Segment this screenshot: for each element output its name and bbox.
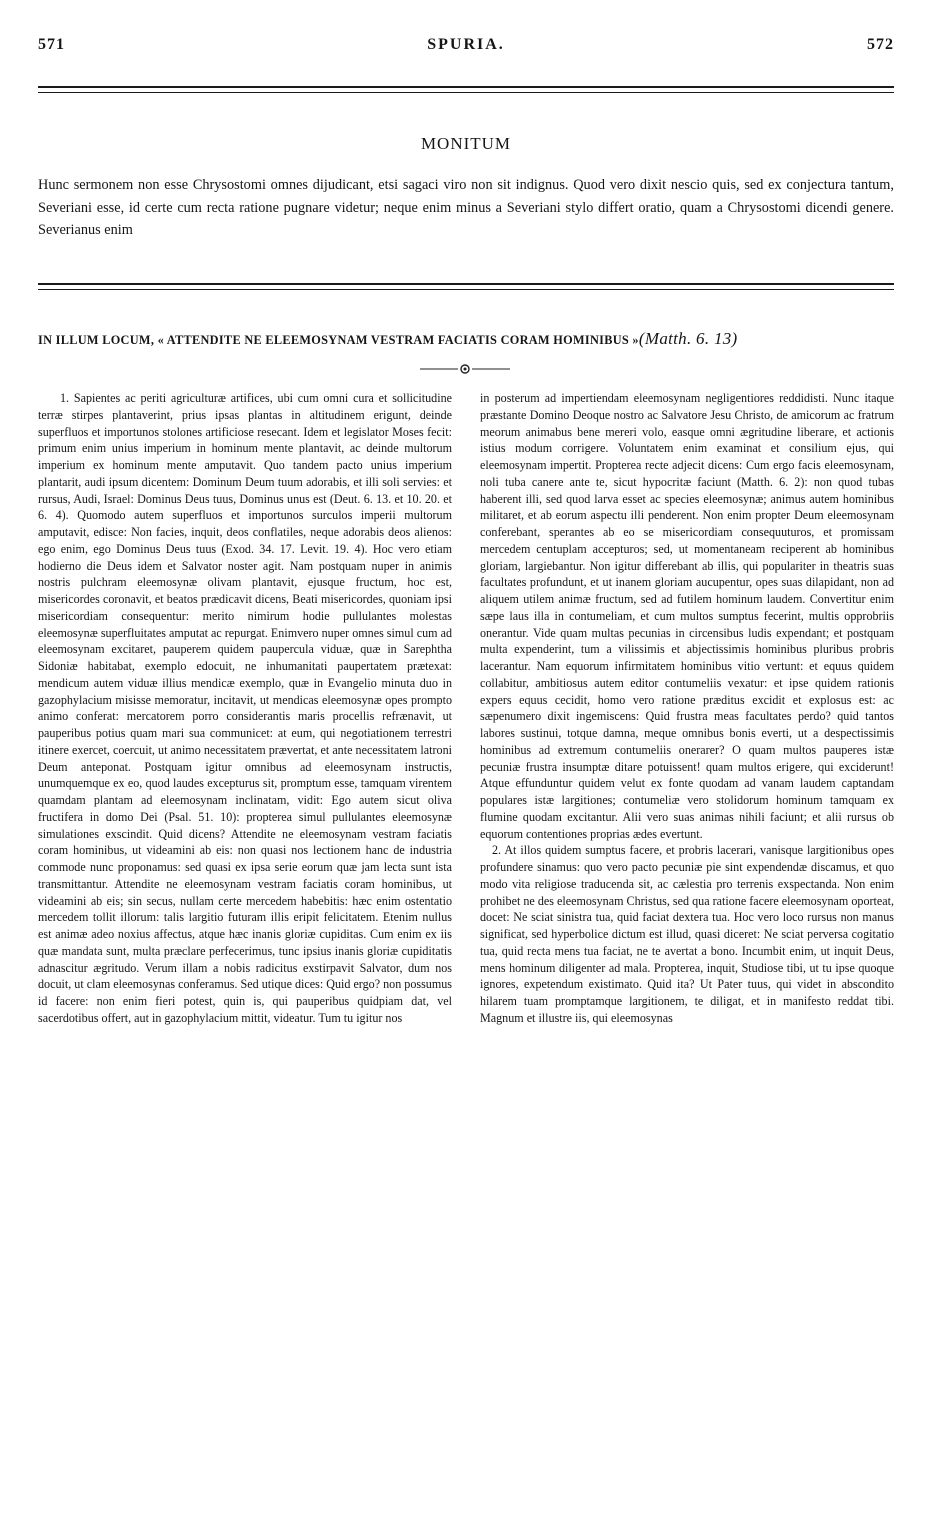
- ornament-divider-icon: [420, 362, 510, 376]
- sermon-title-text: IN ILLUM LOCUM, « ATTENDITE NE ELEEMOSYNAM VESTRAM FACIATIS CORAM HOMINIBUS »: [38, 333, 639, 347]
- monitum-text: Hunc sermonem non esse Chrysostomi omnes dijudicant, etsi sagaci viro non sit indignus. Quod vero dixit nescio quis, sed ex conjectura tantum, Severiani esse, id certe cum recta ratione pugnare videtur; neque enim minus a Severiani stylo differt oratio, quam a Chrysostomi dicendi genere. Severianus enim: [38, 177, 894, 238]
- paragraph: 2. At illos quidem sumptus facere, et probris lacerari, vanisque largitionibus opes profundere sinamus: quo vero pacto pecuniæ pie sint expendendæ discamus, et quo modo vita religiose traducenda sit, ac cælestia pro terrenis exspectanda. Non enim prohibet ne des eleemosynam Christus, sed qua ratione facere eleemosynam oporteat, docet: Ne sciat sinistra tua, quid faciat dextera tua. Hoc vero loco rursus non manus significat, sed hyperbolice dictum est illud, quasi diceret: Ne sciat perversa cogitatio tua, quid recta mens tua faciat, ne te avertat a bono. Incumbit enim, ut inquit Deus, mens hominum diligenter ad mala. Propterea, inquit, Studiose tibi, ut tu ipse quoque ignores, expetendum existimato. Quid ita? Ut Pater tuus, qui videt in abscondito hilarem tuam promptamque largitionem, te diligat, et in manifesto reddat tibi. Magnum et illustre iis, qui eleemosynas: [480, 843, 894, 1025]
- text-column-left: [38, 390, 452, 1027]
- sermon-title: [38, 329, 894, 349]
- sermon-reference: (Matth. 6. 13): [638, 329, 738, 348]
- monitum-title: MONITUM: [420, 134, 512, 153]
- header-rule-bottom: [38, 92, 894, 93]
- text-column-right: [480, 390, 894, 1027]
- section-rule-top: [38, 283, 894, 285]
- section-rule-bottom: [38, 289, 894, 290]
- paragraph: 1. Sapientes ac periti agriculturæ artifices, ubi cum omni cura et sollicitudine terræ stirpes plantaverint, prius ipsas plantas in altitudinem erigunt, deinde superfluos et importunos stolones artificiose resecant. Idem et legislator Moses fecit: primum enim unius imperium in hominum mente plantavit, ac deinde multorum imperium ex hominum mente amputavit. Quo tandem pacto unius imperium plantarit, audi ipsum dicentem: Dominum Deum tuum adorabis, et illi soli servies: et rursus, Audi, Israel: Dominus Deus tuus, Dominus unus est (Deut. 6. 13. et 10. 20. et 6. 4). Quomodo autem superfluos et importunos surculos imperii multorum amputavit, edisce: Non facies, inquit, deos conflatiles, neque adorabis deos alienos: ego enim, ego Dominus Deus tuus (Exod. 34. 17. Levit. 19. 4). Hoc vero etiam hodierno die Deus idem et Salvator noster agit. Nam postquam nuper in animis nostris pulchram eleemosynæ olivam plantavit, ejusque fructum, hoc est, misericordes coronavit, et beatos prædicavit dicens, Beati misericordes, quoniam ipsi misericordiam consequentur: merito nimirum hodie pullulantes molestas eleemosynæ superfluitates amputat ac repurgat. Enimvero nuper omnes simul cum ad eleemosynam excitaret, pauperem quidem paupercula viduæ, quæ in Sarephtha Sidoniæ habitabat, exemplo edocuit, ne inhumanitati paupertatem prætexat: mendicum autem viduæ illius mendicæ exemplo, quæ in Evangelio minuta duo in gazophylacium misisse memoratur, incitavit, ut mendicas eleemosynæ opes prompto animo conferat: mercatorem porro considerantis maris procellis refrænavit, ut pauperibus potius quam mari sua communicet: at eum, qui negotiationem terrestri itinere exercet, coercuit, ut animo necessitatem prævertat, et ante necessitatem latroni Deum anteponat. Postquam igitur omnibus ad eleemosynam instructis, unumquemque ex eo, quod laudes excepturus sit, promptum esse, tamquam virentem quamdam plantam ad eleemosynam inclinatam, vidit: Ego autem sicut oliva fructifera in domo Dei (Psal. 51. 10): propterea simul pullulantes eleemosynæ simulationes exscindit. Quid dicens? Attendite ne eleemosynam vestram faciatis coram hominibus, ut videamini ab eis: non quasi nos lectionem hanc de industria commode nunc proponamus: sed quasi ex ipsa serie eorum quæ jam lecta sunt ista transmittantur. Attendite ne eleemosynam vestram faciatis coram hominibus, ut videamini ab eis; sin secus, nullam certe mercedem habebitis: hæc enim ostentatio mercedem tollit illorum: talis largitio futuram illis eripit felicitatem. Etenim nullus est animæ adeo noxius affectus, atque hæc inanis gloriæ cupiditas. Cum enim ex iis quæ mandata sunt, multa præclare perfecerimus, tunc ipsius inanis gloriæ cupiditatis adnascitur ægritudo. Verum illam a nobis radicitus exstirpavit Salvator, dum nos docuit, ut clam eleemosynas conferamus. Sed utique dices: Quid ergo? non possumus id facere: non enim fieri potest, quin is, qui pauperibus quidpiam dat, vel sacerdotibus offert, aut in gazophylacium mittit, videatur. Tum tu igitur nos: [38, 391, 452, 1025]
- page-number-right: 572: [867, 36, 894, 53]
- header-rule-top: [38, 86, 894, 88]
- running-title: SPURIA.: [427, 36, 505, 53]
- running-header: [38, 36, 894, 60]
- paragraph: in posterum ad impertiendam eleemosynam negligentiores reddidisti. Nunc itaque præstante Domino Deoque nostro ac Salvatore Jesu Christo, de amicorum ac fratrum meorum animabus bene mereri volo, easque omni ægritudine liberare, et actionis istius modum corrigere. Voluntatem enim examinat et consilium ejus, qui eleemosynam impertit. Propterea recte adjecit dicens: Cum ergo facis eleemosynam, noli tuba canere ante te, sicut hypocritæ faciunt (Matth. 6. 2): non quod tubas haberent illi, sed quod larva esset ac species eleemosynæ; animus autem hominibus militaret, et ab eorum aspectu illi penderent. Non enim propter Deum eleemosynam conferebant, sperantes ab eo se misericordiam consequuturos, et promissam mercedem centuplam accepturos; sed, ut momentaneam reciperent ab hominibus gloriam, largiebantur. Non igitur differebant ab illis, qui populariter in theatris suas facultates profundunt, et ut inanem gloriam aucupentur, opes suas dilapidant, non ad aliquem utilem animæ fructum, sed ad futilem hominum laudem. Convertitur enim sæpe laus illa in contumeliam, et cum multos sumptus fecerint, multis opprobriis onerantur. Vide quam multas pecunias in circensibus ludis expendant; et postquam multa expenderint, tum a vilissimis et abjectissimis hominibus pluribus probris lacerantur. Nam equorum infirmitatem hominibus vitio vertunt: et equus quidem collabitur, ambitiosus autem editor contumeliis vexatur: et ipse quidem rationis expers equus cecidit, homo vero ratione præditus excidit et explosus est: ac sæpenumero dixit ingemiscens: Quid frustra meas facultates perdo? quid tantos labores sustinui, totque damna, meque omnibus bonis everti, ut a despectissimis hominibus ad extremum contumeliis onerarer? O quam multos pauperes istæ pecuniæ frustra insumptæ ditare potuissent! quam multos erigere, qui exciderunt! Atque effunduntur quidem velut ex fonte quodam ad vanam laudem captandam populares istæ largitiones; contumeliæ vero stolidorum hominum tamquam ex flumine quodam excitantur. Alii vero suas animas nihili faciunt; et alii rursus ob equorum contentiones proprias ædes evertunt.: [480, 391, 894, 841]
- page-number-left: 571: [38, 36, 65, 53]
